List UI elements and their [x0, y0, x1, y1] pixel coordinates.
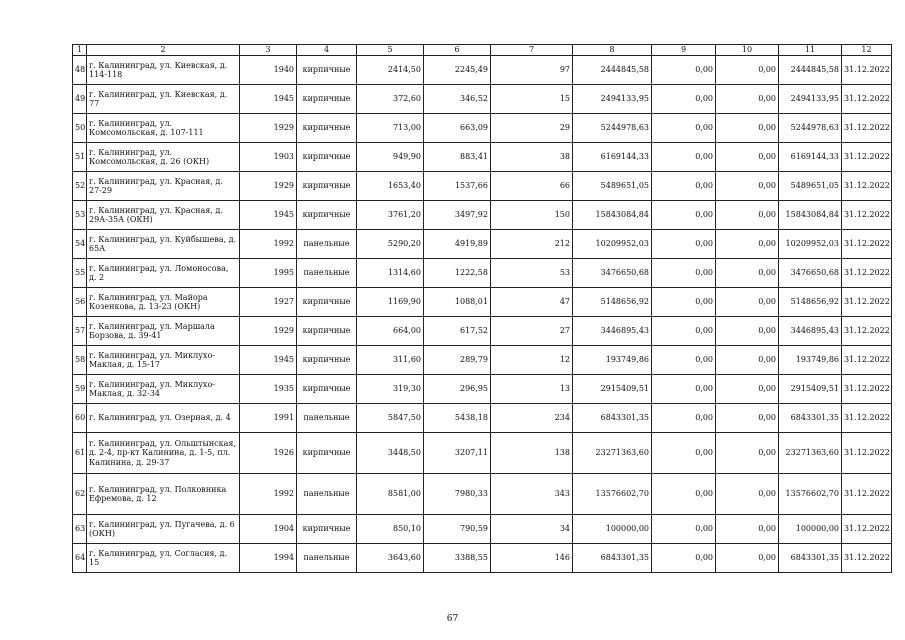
value-col9-cell: 0,00 — [652, 56, 716, 85]
value-col10-cell: 0,00 — [716, 230, 779, 259]
row-number: 51 — [73, 143, 87, 172]
address-cell: г. Калининград, ул. Ломоносова, д. 2 — [87, 259, 240, 288]
total-cost-cell: 2444845,58 — [779, 56, 842, 85]
date-cell: 31.12.2022 — [842, 201, 892, 230]
address-cell: г. Калининград, ул. Согласия, д. 15 — [87, 544, 240, 573]
cost-cell: 6169144,33 — [573, 143, 652, 172]
cost-cell: 23271363,60 — [573, 433, 652, 474]
address-cell: г. Калининград, ул. Озерная, д. 4 — [87, 404, 240, 433]
address-cell: г. Калининград, ул. Киевская, д. 77 — [87, 85, 240, 114]
living-area-cell: 2245,49 — [424, 56, 491, 85]
value-col9-cell: 0,00 — [652, 259, 716, 288]
residents-cell: 12 — [491, 346, 573, 375]
total-cost-cell: 5244978,63 — [779, 114, 842, 143]
column-header: 12 — [842, 45, 892, 56]
material-cell: панельные — [297, 259, 357, 288]
address-cell: г. Калининград, ул. Комсомольская, д. 107-111 — [87, 114, 240, 143]
address-cell: г. Калининград, ул. Красная, д. 27-29 — [87, 172, 240, 201]
total-cost-cell: 2915409,51 — [779, 375, 842, 404]
address-cell: г. Калининград, ул. Киевская, д. 114-118 — [87, 56, 240, 85]
year-cell: 1995 — [240, 259, 297, 288]
living-area-cell: 1537,66 — [424, 172, 491, 201]
table-row — [73, 143, 892, 172]
table-row — [73, 433, 892, 474]
living-area-cell: 1088,01 — [424, 288, 491, 317]
living-area-cell: 1222,58 — [424, 259, 491, 288]
material-cell: панельные — [297, 544, 357, 573]
value-col9-cell: 0,00 — [652, 317, 716, 346]
residents-cell: 234 — [491, 404, 573, 433]
residents-cell: 343 — [491, 474, 573, 515]
value-col9-cell: 0,00 — [652, 172, 716, 201]
residents-cell: 27 — [491, 317, 573, 346]
value-col9-cell: 0,00 — [652, 515, 716, 544]
value-col10-cell: 0,00 — [716, 56, 779, 85]
date-cell: 31.12.2022 — [842, 515, 892, 544]
date-cell: 31.12.2022 — [842, 317, 892, 346]
value-col10-cell: 0,00 — [716, 433, 779, 474]
living-area-cell: 289,79 — [424, 346, 491, 375]
row-number: 64 — [73, 544, 87, 573]
residents-cell: 212 — [491, 230, 573, 259]
value-col10-cell: 0,00 — [716, 288, 779, 317]
value-col10-cell: 0,00 — [716, 317, 779, 346]
year-cell: 1992 — [240, 230, 297, 259]
residents-cell: 29 — [491, 114, 573, 143]
row-number: 62 — [73, 474, 87, 515]
cost-cell: 6843301,35 — [573, 544, 652, 573]
year-cell: 1935 — [240, 375, 297, 404]
value-col9-cell: 0,00 — [652, 114, 716, 143]
date-cell: 31.12.2022 — [842, 288, 892, 317]
row-number: 58 — [73, 346, 87, 375]
page-number: 67 — [446, 614, 459, 624]
column-header: 11 — [779, 45, 842, 56]
value-col9-cell: 0,00 — [652, 474, 716, 515]
row-number: 53 — [73, 201, 87, 230]
residents-cell: 38 — [491, 143, 573, 172]
address-cell: г. Калининград, ул. Куйбышева, д. 65А — [87, 230, 240, 259]
residents-cell: 150 — [491, 201, 573, 230]
value-col10-cell: 0,00 — [716, 259, 779, 288]
living-area-cell: 296,95 — [424, 375, 491, 404]
date-cell: 31.12.2022 — [842, 375, 892, 404]
cost-cell: 2444845,58 — [573, 56, 652, 85]
table-row — [73, 544, 892, 573]
total-cost-cell: 13576602,70 — [779, 474, 842, 515]
date-cell: 31.12.2022 — [842, 56, 892, 85]
row-number: 54 — [73, 230, 87, 259]
year-cell: 1929 — [240, 172, 297, 201]
total-cost-cell: 6169144,33 — [779, 143, 842, 172]
value-col9-cell: 0,00 — [652, 288, 716, 317]
living-area-cell: 883,41 — [424, 143, 491, 172]
year-cell: 1903 — [240, 143, 297, 172]
total-area-cell: 5290,20 — [357, 230, 424, 259]
column-header: 1 — [73, 45, 87, 56]
material-cell: кирпичные — [297, 375, 357, 404]
residents-cell: 15 — [491, 85, 573, 114]
residents-cell: 13 — [491, 375, 573, 404]
total-cost-cell: 100000,00 — [779, 515, 842, 544]
total-cost-cell: 2494133,95 — [779, 85, 842, 114]
residents-cell: 34 — [491, 515, 573, 544]
column-header: 9 — [652, 45, 716, 56]
value-col9-cell: 0,00 — [652, 230, 716, 259]
material-cell: кирпичные — [297, 56, 357, 85]
address-cell: г. Калининград, ул. Пугачева, д. 6 (ОКН) — [87, 515, 240, 544]
value-col9-cell: 0,00 — [652, 346, 716, 375]
year-cell: 1945 — [240, 201, 297, 230]
table-row — [73, 404, 892, 433]
total-area-cell: 3448,50 — [357, 433, 424, 474]
cost-cell: 6843301,35 — [573, 404, 652, 433]
row-number: 50 — [73, 114, 87, 143]
row-number: 52 — [73, 172, 87, 201]
table-row — [73, 375, 892, 404]
value-col10-cell: 0,00 — [716, 114, 779, 143]
cost-cell: 100000,00 — [573, 515, 652, 544]
living-area-cell: 346,52 — [424, 85, 491, 114]
residents-cell: 146 — [491, 544, 573, 573]
living-area-cell: 663,09 — [424, 114, 491, 143]
cost-cell: 10209952,03 — [573, 230, 652, 259]
value-col10-cell: 0,00 — [716, 143, 779, 172]
value-col10-cell: 0,00 — [716, 375, 779, 404]
total-cost-cell: 3446895,43 — [779, 317, 842, 346]
table-row — [73, 515, 892, 544]
row-number: 63 — [73, 515, 87, 544]
year-cell: 1945 — [240, 346, 297, 375]
row-number: 59 — [73, 375, 87, 404]
address-cell: г. Калининград, ул. Миклухо-Маклая, д. 15-17 — [87, 346, 240, 375]
material-cell: кирпичные — [297, 433, 357, 474]
address-cell: г. Калининград, ул. Комсомольская, д. 26 (ОКН) — [87, 143, 240, 172]
living-area-cell: 3388,55 — [424, 544, 491, 573]
table-row — [73, 85, 892, 114]
table-row — [73, 474, 892, 515]
living-area-cell: 5438,18 — [424, 404, 491, 433]
total-area-cell: 3643,60 — [357, 544, 424, 573]
total-cost-cell: 5489651,05 — [779, 172, 842, 201]
address-cell: г. Калининград, ул. Маршала Борзова, д. 39-41 — [87, 317, 240, 346]
cost-cell: 3476650,68 — [573, 259, 652, 288]
address-cell: г. Калининград, ул. Майора Козенкова, д. 13-23 (ОКН) — [87, 288, 240, 317]
date-cell: 31.12.2022 — [842, 85, 892, 114]
residents-cell: 138 — [491, 433, 573, 474]
residents-cell: 66 — [491, 172, 573, 201]
cost-cell: 2494133,95 — [573, 85, 652, 114]
year-cell: 1929 — [240, 114, 297, 143]
year-cell: 1994 — [240, 544, 297, 573]
material-cell: кирпичные — [297, 515, 357, 544]
year-cell: 1926 — [240, 433, 297, 474]
residents-cell: 53 — [491, 259, 573, 288]
living-area-cell: 3207,11 — [424, 433, 491, 474]
living-area-cell: 617,52 — [424, 317, 491, 346]
address-cell: г. Калининград, ул. Полковника Ефремова, д. 12 — [87, 474, 240, 515]
year-cell: 1991 — [240, 404, 297, 433]
column-header: 2 — [87, 45, 240, 56]
total-cost-cell: 15843084,84 — [779, 201, 842, 230]
value-col10-cell: 0,00 — [716, 474, 779, 515]
row-number: 56 — [73, 288, 87, 317]
date-cell: 31.12.2022 — [842, 114, 892, 143]
value-col9-cell: 0,00 — [652, 433, 716, 474]
cost-cell: 5148656,92 — [573, 288, 652, 317]
total-cost-cell: 23271363,60 — [779, 433, 842, 474]
value-col10-cell: 0,00 — [716, 172, 779, 201]
cost-cell: 5489651,05 — [573, 172, 652, 201]
date-cell: 31.12.2022 — [842, 544, 892, 573]
total-area-cell: 311,60 — [357, 346, 424, 375]
value-col10-cell: 0,00 — [716, 201, 779, 230]
table-row — [73, 201, 892, 230]
table-row — [73, 172, 892, 201]
table-row — [73, 288, 892, 317]
column-header: 6 — [424, 45, 491, 56]
column-header: 7 — [491, 45, 573, 56]
total-area-cell: 664,00 — [357, 317, 424, 346]
material-cell: кирпичные — [297, 346, 357, 375]
date-cell: 31.12.2022 — [842, 143, 892, 172]
value-col9-cell: 0,00 — [652, 544, 716, 573]
year-cell: 1929 — [240, 317, 297, 346]
total-area-cell: 5847,50 — [357, 404, 424, 433]
total-area-cell: 1653,40 — [357, 172, 424, 201]
date-cell: 31.12.2022 — [842, 404, 892, 433]
housing-register-table — [72, 44, 892, 573]
value-col10-cell: 0,00 — [716, 515, 779, 544]
column-header: 10 — [716, 45, 779, 56]
date-cell: 31.12.2022 — [842, 230, 892, 259]
total-area-cell: 1169,90 — [357, 288, 424, 317]
material-cell: кирпичные — [297, 201, 357, 230]
material-cell: кирпичные — [297, 317, 357, 346]
table-body — [73, 45, 892, 573]
table-row — [73, 56, 892, 85]
residents-cell: 97 — [491, 56, 573, 85]
total-cost-cell: 5148656,92 — [779, 288, 842, 317]
value-col9-cell: 0,00 — [652, 201, 716, 230]
date-cell: 31.12.2022 — [842, 474, 892, 515]
material-cell: кирпичные — [297, 143, 357, 172]
cost-cell: 13576602,70 — [573, 474, 652, 515]
total-cost-cell: 6843301,35 — [779, 404, 842, 433]
material-cell: панельные — [297, 404, 357, 433]
cost-cell: 2915409,51 — [573, 375, 652, 404]
address-cell: г. Калининград, ул. Миклухо-Маклая, д. 32-34 — [87, 375, 240, 404]
cost-cell: 3446895,43 — [573, 317, 652, 346]
material-cell: панельные — [297, 474, 357, 515]
cost-cell: 193749,86 — [573, 346, 652, 375]
year-cell: 1904 — [240, 515, 297, 544]
material-cell: кирпичные — [297, 85, 357, 114]
living-area-cell: 7980,33 — [424, 474, 491, 515]
date-cell: 31.12.2022 — [842, 172, 892, 201]
value-col9-cell: 0,00 — [652, 85, 716, 114]
cost-cell: 15843084,84 — [573, 201, 652, 230]
total-area-cell: 2414,50 — [357, 56, 424, 85]
table-row — [73, 230, 892, 259]
total-area-cell: 8581,00 — [357, 474, 424, 515]
total-area-cell: 319,30 — [357, 375, 424, 404]
total-area-cell: 1314,60 — [357, 259, 424, 288]
row-number: 55 — [73, 259, 87, 288]
material-cell: панельные — [297, 230, 357, 259]
total-area-cell: 850,10 — [357, 515, 424, 544]
row-number: 61 — [73, 433, 87, 474]
table-row — [73, 114, 892, 143]
address-cell: г. Калининград, ул. Ольштынская, д. 2-4, пр-кт Калинина, д. 1-5, пл. Калинина, д. 29-37 — [87, 433, 240, 474]
value-col9-cell: 0,00 — [652, 375, 716, 404]
year-cell: 1945 — [240, 85, 297, 114]
row-number: 48 — [73, 56, 87, 85]
value-col10-cell: 0,00 — [716, 346, 779, 375]
date-cell: 31.12.2022 — [842, 346, 892, 375]
total-cost-cell: 10209952,03 — [779, 230, 842, 259]
year-cell: 1940 — [240, 56, 297, 85]
total-area-cell: 372,60 — [357, 85, 424, 114]
column-header: 4 — [297, 45, 357, 56]
cost-cell: 5244978,63 — [573, 114, 652, 143]
total-cost-cell: 3476650,68 — [779, 259, 842, 288]
column-header: 5 — [357, 45, 424, 56]
total-cost-cell: 193749,86 — [779, 346, 842, 375]
year-cell: 1927 — [240, 288, 297, 317]
material-cell: кирпичные — [297, 172, 357, 201]
table-row — [73, 346, 892, 375]
table-row — [73, 259, 892, 288]
material-cell: кирпичные — [297, 114, 357, 143]
value-col10-cell: 0,00 — [716, 85, 779, 114]
living-area-cell: 4919,89 — [424, 230, 491, 259]
total-area-cell: 949,90 — [357, 143, 424, 172]
row-number: 60 — [73, 404, 87, 433]
value-col9-cell: 0,00 — [652, 143, 716, 172]
column-number-row — [73, 45, 892, 56]
year-cell: 1992 — [240, 474, 297, 515]
row-number: 49 — [73, 85, 87, 114]
total-cost-cell: 6843301,35 — [779, 544, 842, 573]
material-cell: кирпичные — [297, 288, 357, 317]
residents-cell: 47 — [491, 288, 573, 317]
row-number: 57 — [73, 317, 87, 346]
date-cell: 31.12.2022 — [842, 259, 892, 288]
column-header: 8 — [573, 45, 652, 56]
total-area-cell: 713,00 — [357, 114, 424, 143]
living-area-cell: 3497,92 — [424, 201, 491, 230]
value-col10-cell: 0,00 — [716, 544, 779, 573]
living-area-cell: 790,59 — [424, 515, 491, 544]
value-col9-cell: 0,00 — [652, 404, 716, 433]
total-area-cell: 3761,20 — [357, 201, 424, 230]
date-cell: 31.12.2022 — [842, 433, 892, 474]
value-col10-cell: 0,00 — [716, 404, 779, 433]
column-header: 3 — [240, 45, 297, 56]
table-row — [73, 317, 892, 346]
address-cell: г. Калининград, ул. Красная, д. 29А-35А (ОКН) — [87, 201, 240, 230]
